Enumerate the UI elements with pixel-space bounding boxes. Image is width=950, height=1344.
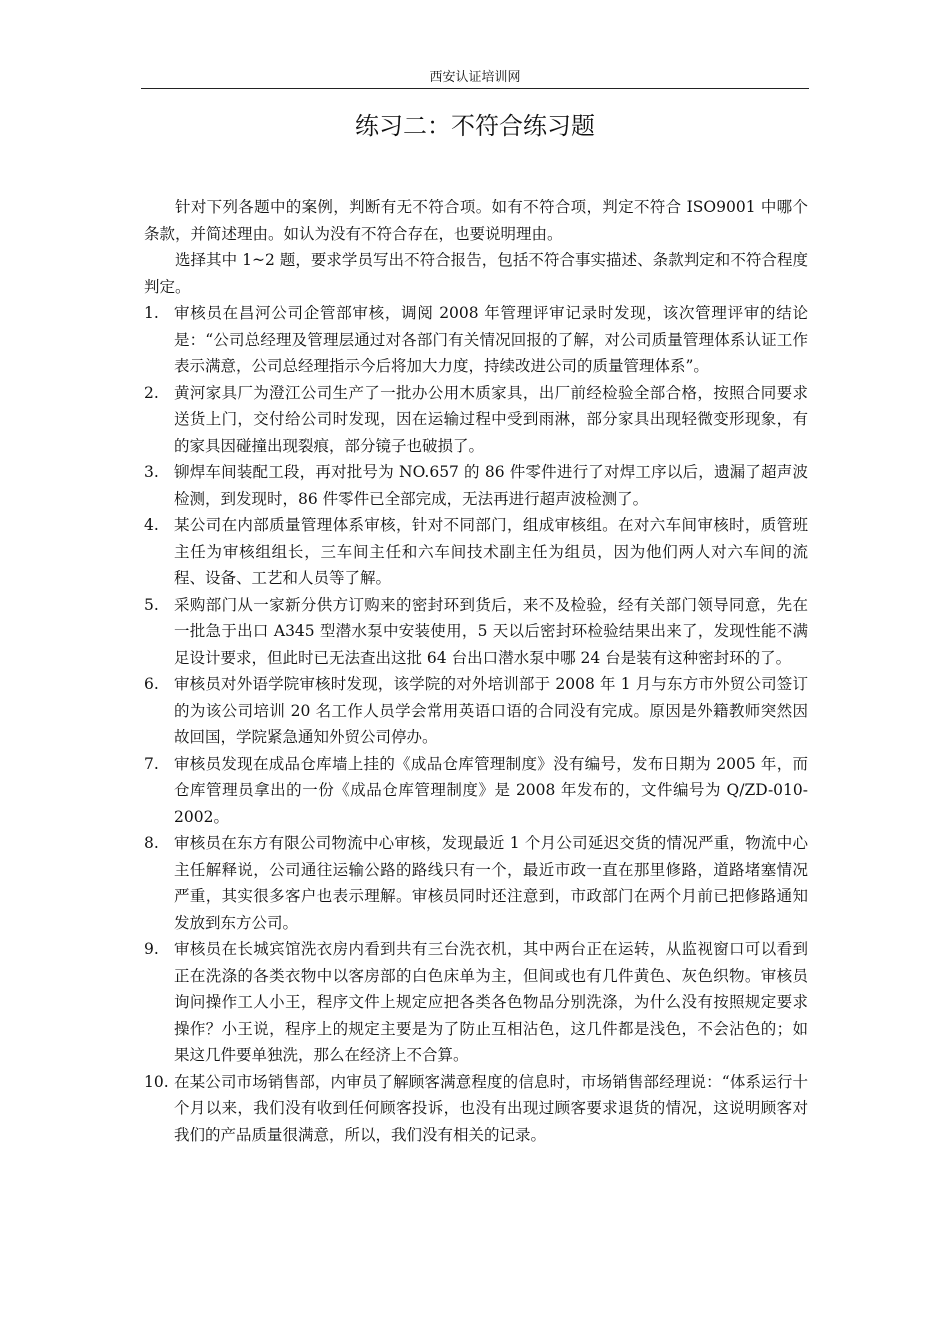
question-number: 8. <box>144 834 159 852</box>
question-text: 采购部门从一家新分供方订购来的密封环到货后，来不及检验，经有关部门领导同意，先在一批急于出口 A345 型潜水泵中安装使用，5 天以后密封环检验结果出来了，发现性能不满足设计要求，但此时已无法查出这批 64 台出口潜水泵中哪 24 台是装有这种密封环的了。 <box>174 595 808 667</box>
question-text: 某公司在内部质量管理体系审核，针对不同部门，组成审核组。在对六车间审核时，质管班主任为审核组组长，三车间主任和六车间技术副主任为组员，因为他们两人对六车间的流程、设备、工艺和人员等了解。 <box>174 516 808 587</box>
question-item <box>144 512 808 592</box>
question-text: 铆焊车间装配工段，再对批号为 NO.657 的 86 件零件进行了对焊工序以后，遗漏了超声波检测，到发现时，86 件零件已全部完成，无法再进行超声波检测了。 <box>174 463 808 508</box>
question-item <box>144 592 808 672</box>
question-text: 审核员对外语学院审核时发现，该学院的对外培训部于 2008 年 1 月与东方市外贸公司签订的为该公司培训 20 名工作人员学会常用英语口语的合同没有完成。原因是外籍教师突然因故回国，学院紧急通知外贸公司停办。 <box>174 675 808 746</box>
question-text: 审核员在长城宾馆洗衣房内看到共有三台洗衣机，其中两台正在运转，从监视窗口可以看到正在洗涤的各类衣物中以客房部的白色床单为主，但间或也有几件黄色、灰色织物。审核员询问操作工人小王，程序文件上规定应把各类各色物品分别洗涤，为什么没有按照规定要求操作？小王说，程序上的规定主要是为了防止互相沾色，这几件都是浅色，不会沾色的；如果这几件要单独洗，那么在经济上不合算。 <box>174 940 808 1064</box>
question-number: 4. <box>144 516 159 534</box>
intro-paragraph-1: 针对下列各题中的案例，判断有无不符合项。如有不符合项，判定不符合 ISO9001 中哪个条款，并简述理由。如认为没有不符合存在，也要说明理由。 <box>144 198 808 243</box>
header-divider <box>141 88 809 89</box>
question-number: 1. <box>144 304 159 322</box>
question-number: 5. <box>144 595 159 614</box>
question-number: 10. <box>144 1072 169 1091</box>
question-list <box>144 300 808 1148</box>
question-text: 审核员在昌河公司企管部审核，调阅 2008 年管理评审记录时发现，该次管理评审的结论是：“公司总经理及管理层通过对各部门有关情况回报的了解，对公司质量管理体系认证工作表示满意，公司总经理指示今后将加大力度，持续改进公司的质量管理体系”。 <box>174 304 808 375</box>
question-item <box>144 459 808 512</box>
question-text: 黄河家具厂为澄江公司生产了一批办公用木质家具，出厂前经检验全部合格，按照合同要求送货上门，交付给公司时发现，因在运输过程中受到雨淋，部分家具出现轻微变形现象，有的家具因碰撞出现裂痕，部分镜子也破损了。 <box>174 383 808 455</box>
question-number: 6. <box>144 675 159 693</box>
question-item <box>144 751 808 831</box>
question-item <box>144 380 808 460</box>
question-item <box>144 936 808 1069</box>
intro-paragraph-2: 选择其中 1~2 题，要求学员写出不符合报告，包括不符合事实描述、条款判定和不符合程度判定。 <box>144 251 808 296</box>
question-text: 在某公司市场销售部，内审员了解顾客满意程度的信息时，市场销售部经理说：“体系运行十个月以来，我们没有收到任何顾客投诉，也没有出现过顾客要求退货的情况，这说明顾客对我们的产品质量很满意，所以，我们没有相关的记录。 <box>174 1072 808 1144</box>
question-number: 2. <box>144 383 159 402</box>
page-header: 西安认证培训网 <box>429 70 521 85</box>
question-item <box>144 671 808 751</box>
question-item <box>144 1069 808 1149</box>
question-number: 7. <box>144 754 159 773</box>
question-number: 3. <box>144 463 159 481</box>
question-item <box>144 300 808 380</box>
document-body <box>144 194 808 1148</box>
question-number: 9. <box>144 940 159 958</box>
question-text: 审核员在东方有限公司物流中心审核，发现最近 1 个月公司延迟交货的情况严重，物流中心主任解释说，公司通往运输公路的路线只有一个，最近市政一直在那里修路，道路堵塞情况严重，其实很多客户也表示理解。审核员同时还注意到，市政部门在两个月前已把修路通知发放到东方公司。 <box>174 834 808 932</box>
question-text: 审核员发现在成品仓库墙上挂的《成品仓库管理制度》没有编号，发布日期为 2005 年，而仓库管理员拿出的一份《成品仓库管理制度》是 2008 年发布的，文件编号为 Q/ZD-010-2002。 <box>174 754 808 826</box>
question-item <box>144 830 808 936</box>
document-title: 练习二：不符合练习题 <box>355 112 595 140</box>
